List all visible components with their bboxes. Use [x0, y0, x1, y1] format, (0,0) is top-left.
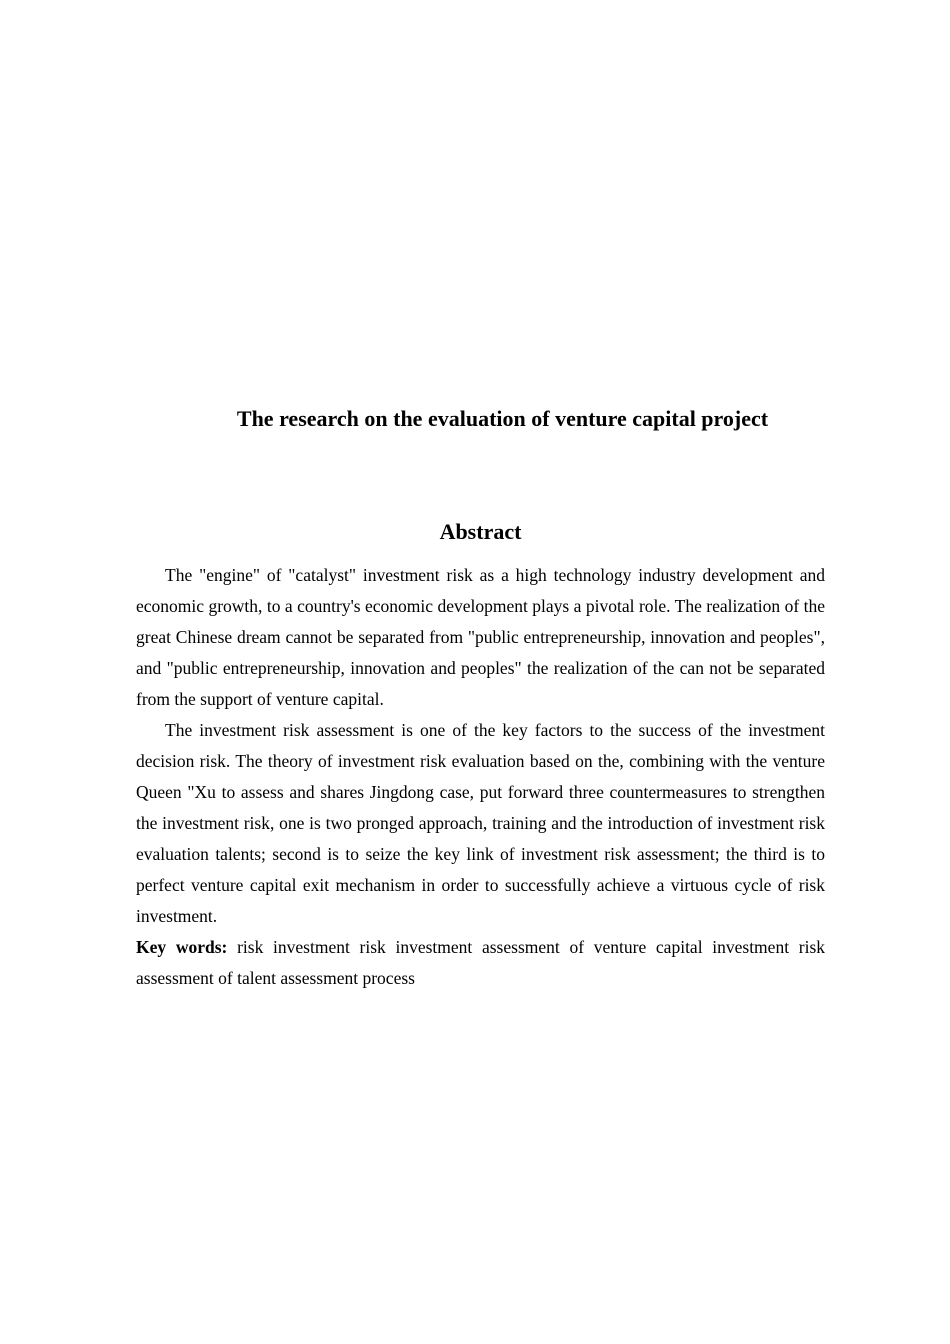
- document-title: The research on the evaluation of venture capital project: [236, 406, 769, 431]
- keywords-line: [136, 932, 825, 994]
- keywords-text: risk investment risk investment assessment of venture capital investment risk assessment of talent assessment process: [136, 937, 826, 988]
- abstract-paragraph-1: The "engine" of "catalyst" investment risk as a high technology industry development and economic growth, to a country's economic development plays a pivotal role. The realization of the great Chinese dream cannot be separated from "public entrepreneurship, innovation and peoples", and "public entrepreneurship, innovation and peoples" the realization of the can not be separated from the support of venture capital.: [136, 565, 825, 709]
- abstract-heading: Abstract: [439, 519, 522, 544]
- keywords-label: Key words:: [136, 937, 228, 957]
- abstract-body: [136, 560, 825, 994]
- abstract-paragraph-2: The investment risk assessment is one of the key factors to the success of the investment decision risk. The theory of investment risk evaluation based on the, combining with the venture Queen "Xu to assess and shares Jingdong case, put forward three countermeasures to strengthen the investment risk, one is two pronged approach, training and the introduction of investment risk evaluation talents; second is to seize the key link of investment risk assessment; the third is to perfect venture capital exit mechanism in order to successfully achieve a virtuous cycle of risk investment.: [136, 720, 825, 926]
